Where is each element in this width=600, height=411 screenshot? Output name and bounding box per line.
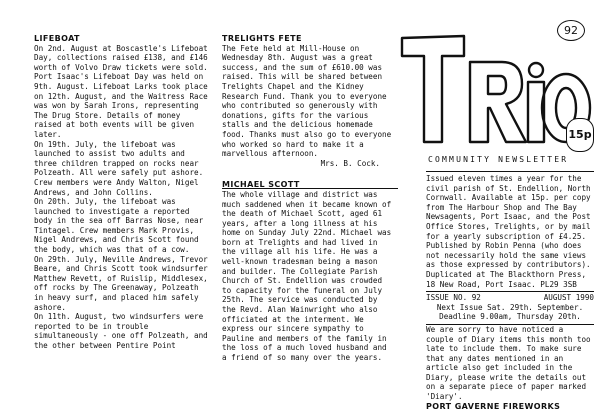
middle-column — [222, 34, 394, 363]
michael-scott-body: The whole village and district was much saddened when it became known of the death of Michael Scott, aged 61 years, after a long illness at his home on Sunday July 22nd. Michael was born at Trelights and had lived in the village all his life. He was a well-known tradesman being a mason and builder. The Collegiate Parish Church of St. Endellion was crowded to capacity for the funeral on July 25th. The service was conducted by the Revd. Alan Wainwright who also officiated at the interment. We express our sincere sympathy to Pauline and members of the family in the loss of a much loved husband and a friend of so many over the years. — [222, 189, 396, 362]
lifeboat-paragraph: On 11th. August, two windsurfers were reported to be in trouble simultaneously - one off Polzeath, and the other between Pentire Point — [34, 312, 213, 350]
diary-notice: We are sorry to have noticed a couple of Diary items this month too late to include them. To make sure that any dates mentioned in an article also get included in the Diary, please write the details out on a separate piece of paper marked 'Diary'. — [426, 324, 596, 402]
lifeboat-column — [34, 34, 212, 351]
info-column — [426, 171, 594, 411]
section-divider — [222, 188, 398, 189]
deadline: Deadline 9.00am, Thursday 20th. — [439, 312, 581, 322]
page-number: 92 — [557, 20, 585, 41]
price-badge: 15p — [566, 118, 594, 152]
lifeboat-paragraph: On 2nd. August at Boscastle's Lifeboat Day, collections raised £138, and £146 worth of Volvo Draw tickets were sold. — [34, 43, 213, 72]
next-issue: Next Issue Sat. 29th. September. — [436, 302, 584, 312]
issue-number: ISSUE NO. 92 — [426, 293, 481, 303]
issue-row — [426, 291, 594, 303]
lifeboat-paragraph: Port Isaac's Lifeboat Day was held on 9th. August. Lifeboat Larks took place on 12th. August, and the Waitress Race was won by Sarah Irons, representing The Drug Store. Details of money raised at both events will be given later. — [34, 72, 213, 139]
trelights-signature: Mrs. B. Cock. — [320, 158, 380, 168]
trelights-body: The Fete held at Mill-House on Wednesday 8th. August was a great success, and the sum of £610.00 was raised. This will be shared between Trelights Chapel and the Kidney Research Fund. Thank you to everyone who contributed so generously with donations, gifts for the various stalls and the delicious homemade food. Thanks must also go to everyone who worked so hard to make it a marvellous afternoon. — [222, 43, 396, 159]
trelights-heading: TRELIGHTS FETE — [222, 34, 302, 43]
michael-scott-heading: MICHAEL SCOTT — [222, 180, 300, 190]
publication-info-box — [426, 171, 594, 325]
fireworks-heading: PORT GAVERNE FIREWORKS — [426, 401, 561, 411]
lifeboat-paragraph: On 29th. July, Neville Andrews, Trevor Beare, and Chris Scott took windsurfer Matthew Revett, of Ruislip, Middlesex, off rocks by The Greenaway, Polzeath in heavy surf, and placed him safely ashore. — [34, 254, 213, 312]
publication-info: Issued eleven times a year for the civil parish of St. Endellion, North Cornwall. Available at 15p. per copy from The Harbour Shop and The Bay Newsagents, Port Isaac, and the Post Office Stores, Trelights, or by mail for a yearly subscription of £4.25. Published by Robin Penna (who does not necessarily hold the same views as those expressed by contributors). Duplicated at The Blackthorn Press, 18 New Road, Port Isaac. PL29 3SB — [426, 171, 594, 289]
lifeboat-paragraph: On 20th. July, the lifeboat was launched to investigate a reported body in the sea off Barras Nose, near Tintagel. Crew members Mark Provis, Nigel Andrews, and Chris Scott found the body, which was that of a cow. — [34, 197, 208, 255]
lifeboat-paragraph: On 19th. July, the lifeboat was launched to assist two adults and three children trapped on rocks near Polzeath. All were safely put ashore. Crew members were Andy Walton, Nigel Andrews, and John Collins. — [34, 139, 208, 197]
issue-date: AUGUST 1990 — [543, 293, 594, 303]
trio-logo — [398, 30, 594, 150]
masthead — [398, 0, 600, 170]
newsletter-subtitle: COMMUNITY NEWSLETTER — [428, 155, 569, 164]
lifeboat-heading: LIFEBOAT — [34, 34, 80, 43]
